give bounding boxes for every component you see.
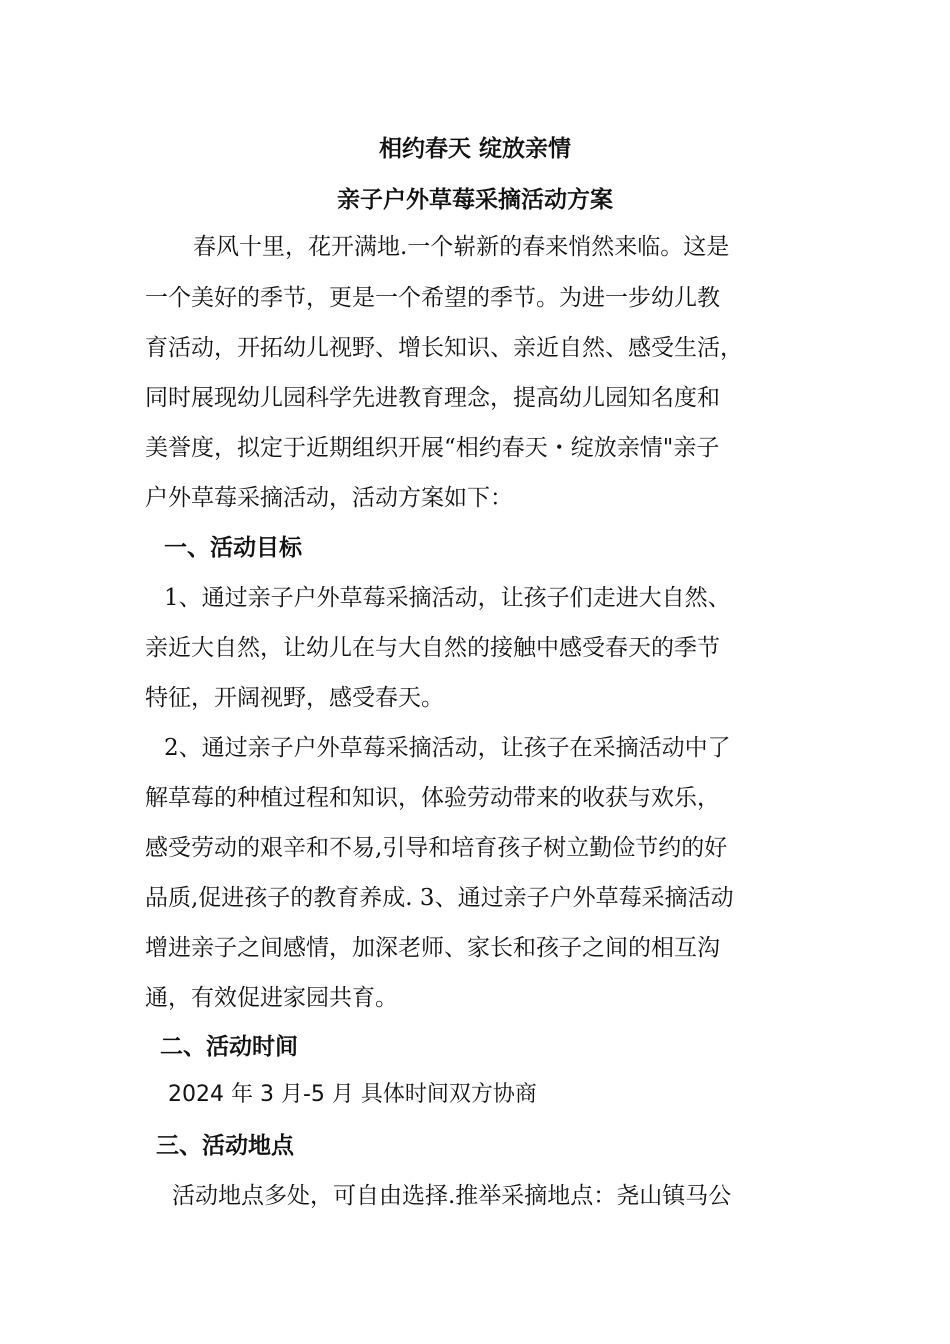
goal-line: 亲近大自然，让幼儿在与大自然的接触中感受春天的季节 [145,635,720,661]
intro-line: 户外草莓采摘活动，活动方案如下： [145,485,513,511]
intro-line: 美誉度，拟定于近期组织开展“相约春天・绽放亲情"亲子 [145,435,720,461]
goal-line: 增进亲子之间感情，加深老师、家长和孩子之间的相互沟 [145,935,720,961]
document-title: 相约春天 绽放亲情 [378,136,571,162]
activity-time-text: 2024 年 3 月-5 月 具体时间双方协商 [168,1082,537,1107]
goal-line: 特征，开阔视野，感受春天。 [145,685,444,711]
goal-line: 解草莓的种植过程和知识，体验劳动带来的收获与欢乐， [145,785,720,811]
goal-line: 品质,促进孩子的教育养成. 3、通过亲子户外草莓采摘活动 [145,885,734,911]
goal-line: 2、通过亲子户外草莓采摘活动，让孩子在采摘活动中了 [164,735,731,761]
intro-line: 一个美好的季节，更是一个希望的季节。为进一步幼儿教 [145,285,720,311]
goal-line: 通，有效促进家园共育。 [145,985,398,1011]
section-heading-goals: 一、活动目标 [164,535,302,561]
intro-line: 同时展现幼儿园科学先进教育理念，提高幼儿园知名度和 [145,385,720,411]
document-subtitle: 亲子户外草莓采摘活动方案 [337,187,613,213]
intro-line: 春风十里，花开满地.一个崭新的春来悄然来临。这是 [193,234,730,260]
activity-location-text: 活动地点多处，可自由选择.推举采摘地点：尧山镇马公 [172,1183,732,1209]
goal-line: 1、通过亲子户外草莓采摘活动，让孩子们走进大自然、 [164,585,731,611]
section-heading-location: 三、活动地点 [156,1133,294,1159]
goal-line: 感受劳动的艰辛和不易,引导和培育孩子树立勤俭节约的好 [145,835,728,861]
section-heading-time: 二、活动时间 [160,1034,298,1060]
intro-line: 育活动，开拓幼儿视野、增长知识、亲近自然、感受生活， [145,335,743,361]
